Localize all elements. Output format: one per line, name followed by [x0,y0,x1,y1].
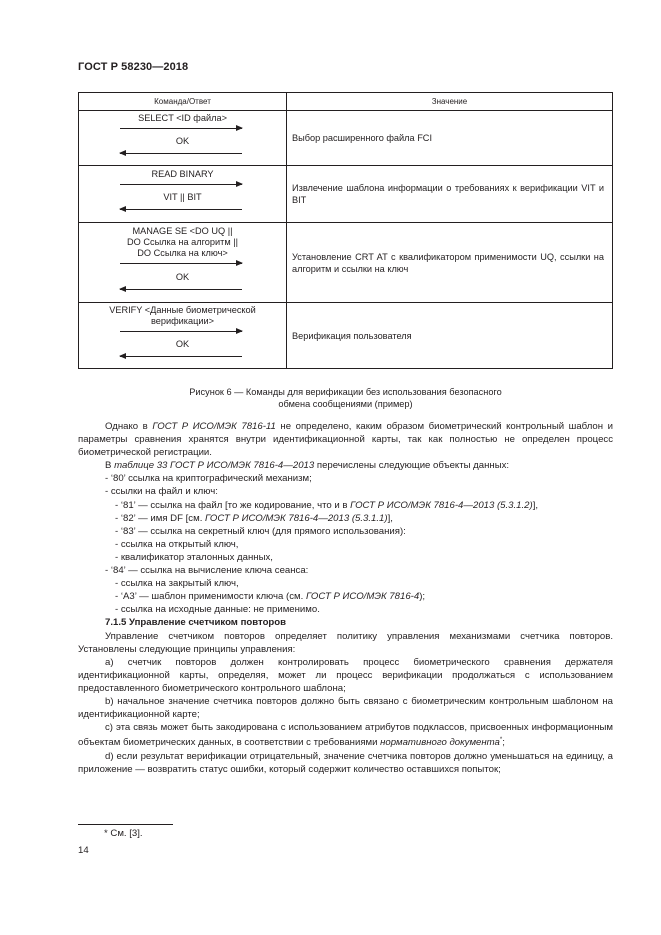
command-cell [79,303,287,369]
text: перечислены следующие объекты данных: [314,460,510,472]
footnote: * См. [3]. [104,828,143,839]
arrow-left-icon [120,209,242,210]
page-number: 14 [78,845,89,856]
text: ; [502,737,505,749]
command-cell [79,223,287,303]
reference: ГОСТ Р ИСО/МЭК 7816-4—2013 (5.3.1.1) [205,512,388,524]
reference: таблице 33 ГОСТ Р ИСО/МЭК 7816-4—2013 [114,460,315,472]
list-item [78,499,613,512]
command-text-line: MANAGE SE <DO UQ || [132,226,233,236]
arrow-left-icon [120,289,242,290]
arrow-left-icon [120,153,242,154]
table-header-row [79,93,613,111]
text: - ‘A3’ — шаблон применимости ключа (см. [115,591,306,603]
text: В [105,460,115,472]
paragraph: d) если результат верификации отрицательный, значение счетчика повторов должно уменьшаться на единицу, а приложение — возвратить статус ошибки, который содержит количество оставшихся попыток; [78,750,613,775]
footnote-divider [78,824,173,825]
meaning-cell: Верификация пользователя [287,303,613,369]
list-item: - ‘84’ — ссылка на вычисление ключа сеанса: [105,565,309,577]
command-text-line: DO Ссылка на алгоритм || [127,237,238,247]
caption-line: обмена сообщениями (пример) [278,399,413,409]
body-text [78,420,613,776]
table-row [79,111,613,166]
text: - ‘81’ — ссылка на файл [то же кодирование, что и в [115,499,351,511]
text: ); [419,591,426,603]
list-item: - ссылка на закрытый ключ, [115,578,239,590]
arrow-right-icon [120,184,242,185]
caption-line: Рисунок 6 — Команды для верификации без использования безопасного [189,387,502,397]
paragraph: b) начальное значение счетчика повторов должно быть связано с биометрическим контрольным шаблоном на идентификационной карте; [78,695,613,721]
document-header: ГОСТ Р 58230—2018 [78,61,189,73]
text: Однако в [105,421,153,432]
column-header-command: Команда/Ответ [79,93,287,111]
reference: ГОСТ Р ИСО/МЭК 7816-11 [152,421,276,432]
list-item [78,512,613,525]
command-cell [79,166,287,223]
response-text: OK [175,136,190,146]
list-item: - ссылка на открытый ключ, [115,538,239,550]
meaning-cell: Выбор расширенного файла FCI [287,111,613,166]
text: не определено, каким образом биометрический контрольный шаблон и параметры сравнения хранятся внутри идентификационной карты, так как полностью не определен процесс биометрической регистрации. [78,421,613,459]
footnote-mark: * [499,737,503,744]
paragraph [78,459,613,472]
list-item [78,590,613,603]
table-row [79,303,613,369]
paragraph [78,721,613,749]
reference: ГОСТ Р ИСО/МЭК 7816-4 [305,591,420,603]
table-row [79,166,613,223]
text: с) эта связь может быть закодирована с использованием атрибутов подклассов, присвоенных информационным объектам биометрических данных, в соответствии с требованиями [78,722,613,749]
command-text-line: DO Ссылка на ключ> [137,248,228,258]
meaning-cell: Извлечение шаблона информации о требованиях к верификации VIT и BIT [287,166,613,223]
arrow-right-icon [120,331,242,332]
reference: нормативного документа [380,737,500,749]
command-text-line: VERIFY <Данные биометрической [109,305,256,315]
command-table [78,92,613,369]
arrow-right-icon [120,128,242,129]
column-header-meaning: Значение [287,93,613,111]
paragraph: а) счетчик повторов должен контролировать процесс биометрического сравнения держателя идентификационной карты, определяя, может ли процесс верификации продолжаться с использованием предоставленного биометрического контрольного шаблона; [78,656,613,694]
response-text: OK [175,339,190,349]
text: ], [532,499,539,511]
reference: ГОСТ Р ИСО/МЭК 7816-4—2013 (5.3.1.2) [350,499,533,511]
paragraph: Управление счетчиком повторов определяет политику управления механизмами счетчика повторов. Установлены следующие принципы управления: [78,630,613,655]
paragraph [78,420,613,459]
list-item: - квалификатор эталонных данных, [115,551,273,563]
section-heading: 7.1.5 Управление счетчиком повторов [105,617,287,629]
command-cell [79,111,287,166]
response-text: VIT || BIT [163,192,202,202]
command-text: SELECT <ID файла> [138,113,227,123]
text: ], [387,512,393,524]
command-text-line: верификации> [150,316,215,326]
command-text: READ BINARY [151,169,214,179]
list-item: - ссылка на исходные данные: не применимо. [115,604,320,616]
list-item: - ‘83’ — ссылка на секретный ключ (для прямого использования): [115,525,406,537]
arrow-right-icon [120,263,242,264]
list-item: - ссылки на файл и ключ: [105,486,218,498]
text: - ‘82’ — имя DF [см. [115,512,206,524]
meaning-cell: Установление CRT AT с квалификатором применимости UQ, ссылки на алгоритм и ссылки на ключ [287,223,613,303]
response-text: OK [175,272,190,282]
arrow-left-icon [120,356,242,357]
figure-caption [78,386,613,410]
table-row [79,223,613,303]
list-item: - ‘80’ ссылка на криптографический механизм; [105,473,312,485]
